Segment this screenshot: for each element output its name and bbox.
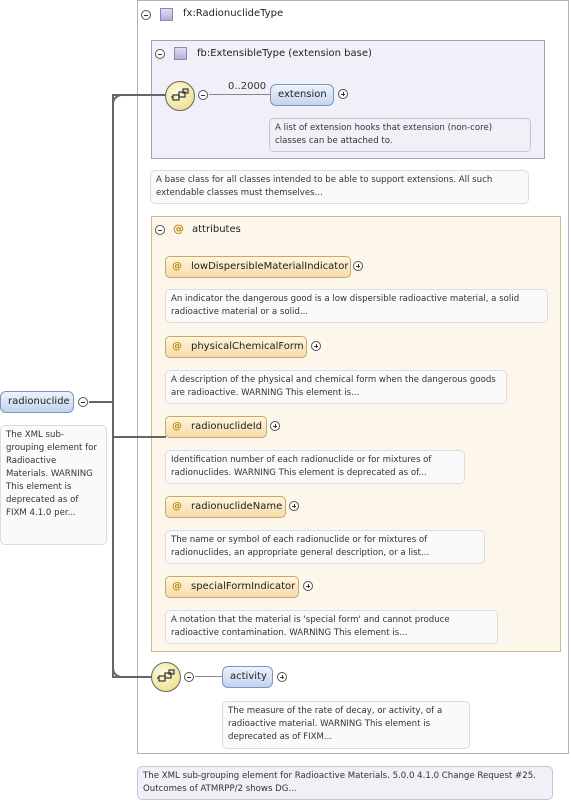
- attribute-name: radionuclideId: [191, 421, 263, 432]
- activity-element[interactable]: activity: [222, 666, 273, 688]
- expand-attribute-icon[interactable]: [303, 581, 313, 591]
- connector-line: [112, 436, 166, 438]
- sequence-compositor-icon: [165, 81, 195, 111]
- attribute-low-dispersible[interactable]: [165, 256, 351, 278]
- expand-activity-icon[interactable]: [277, 672, 287, 682]
- complex-type-icon: [160, 8, 173, 21]
- extension-element[interactable]: extension: [270, 84, 334, 106]
- attribute-doc: The name or symbol of each radionuclide or for mixtures of radionuclides, an appropriate general description, or a list...: [165, 530, 485, 564]
- attribute-physical-chemical-form[interactable]: [165, 336, 307, 358]
- collapse-attributes-icon[interactable]: [155, 225, 165, 235]
- activity-doc: The measure of the rate of decay, or activity, of a radioactive material. WARNING This element is deprecated as of FIXM...: [222, 701, 470, 749]
- attribute-radionuclide-id[interactable]: [165, 416, 267, 438]
- expand-extension-icon[interactable]: [338, 89, 348, 99]
- expand-attribute-icon[interactable]: [353, 261, 363, 271]
- extension-base-label: fb:ExtensibleType (extension base): [197, 48, 372, 59]
- attribute-radionuclide-name[interactable]: [165, 496, 286, 518]
- connector-line: [195, 676, 223, 677]
- collapse-sequence-icon[interactable]: [184, 672, 194, 682]
- attribute-at-icon: @: [172, 501, 182, 512]
- extension-type-icon: [174, 47, 187, 60]
- connector-line: [89, 401, 113, 403]
- collapse-complex-type-icon[interactable]: [141, 10, 151, 20]
- attribute-name: radionuclideName: [191, 501, 283, 512]
- attribute-at-icon: @: [172, 261, 182, 272]
- connector-line: [209, 94, 271, 95]
- attribute-doc: Identification number of each radionuclide or for mixtures of radionuclides. WARNING This element is deprecated as of...: [165, 450, 465, 484]
- attributes-label: attributes: [192, 224, 241, 235]
- attribute-special-form-indicator[interactable]: [165, 576, 299, 598]
- extension-doc: A list of extension hooks that extension (non-core) classes can be attached to.: [269, 118, 531, 152]
- expand-attribute-icon[interactable]: [270, 421, 280, 431]
- expand-attribute-icon[interactable]: [311, 341, 321, 351]
- complex-type-label: fx:RadionuclideType: [183, 8, 284, 19]
- complex-type-doc: A base class for all classes intended to be able to support extensions. All such extendable classes must themselves...: [150, 170, 529, 204]
- expand-attribute-icon[interactable]: [289, 501, 299, 511]
- attribute-at-icon: @: [172, 581, 182, 592]
- attribute-doc: A description of the physical and chemical form when the dangerous goods are radioactive. WARNING This element is...: [165, 370, 507, 404]
- attribute-name: lowDispersibleMaterialIndicator: [191, 261, 349, 272]
- attribute-doc: A notation that the material is 'special form' and cannot produce radioactive contamination. WARNING This element is...: [165, 610, 498, 644]
- footer-doc: The XML sub-grouping element for Radioactive Materials. 5.0.0 4.1.0 Change Request #25. Outcomes of ATMRPP/2 shows DG...: [137, 766, 553, 800]
- attribute-at-icon: @: [172, 341, 182, 352]
- collapse-radionuclide-icon[interactable]: [78, 397, 88, 407]
- attribute-doc: An indicator the dangerous good is a low dispersible radioactive material, a solid radioactive material or a solid...: [165, 289, 548, 323]
- sequence-compositor-icon: [151, 662, 181, 692]
- attributes-at-icon: @: [173, 222, 184, 235]
- connector-line: [112, 94, 114, 678]
- extension-multiplicity: 0..2000: [228, 81, 267, 92]
- collapse-sequence-icon[interactable]: [198, 90, 208, 100]
- radionuclide-element[interactable]: radionuclide: [0, 391, 74, 413]
- radionuclide-doc: The XML sub-grouping element for Radioactive Materials. WARNING This element is deprecated as of FIXM 4.1.0 per...: [0, 425, 107, 545]
- attribute-at-icon: @: [172, 421, 182, 432]
- attribute-name: physicalChemicalForm: [191, 341, 304, 352]
- attribute-name: specialFormIndicator: [191, 581, 296, 592]
- collapse-extension-base-icon[interactable]: [155, 49, 165, 59]
